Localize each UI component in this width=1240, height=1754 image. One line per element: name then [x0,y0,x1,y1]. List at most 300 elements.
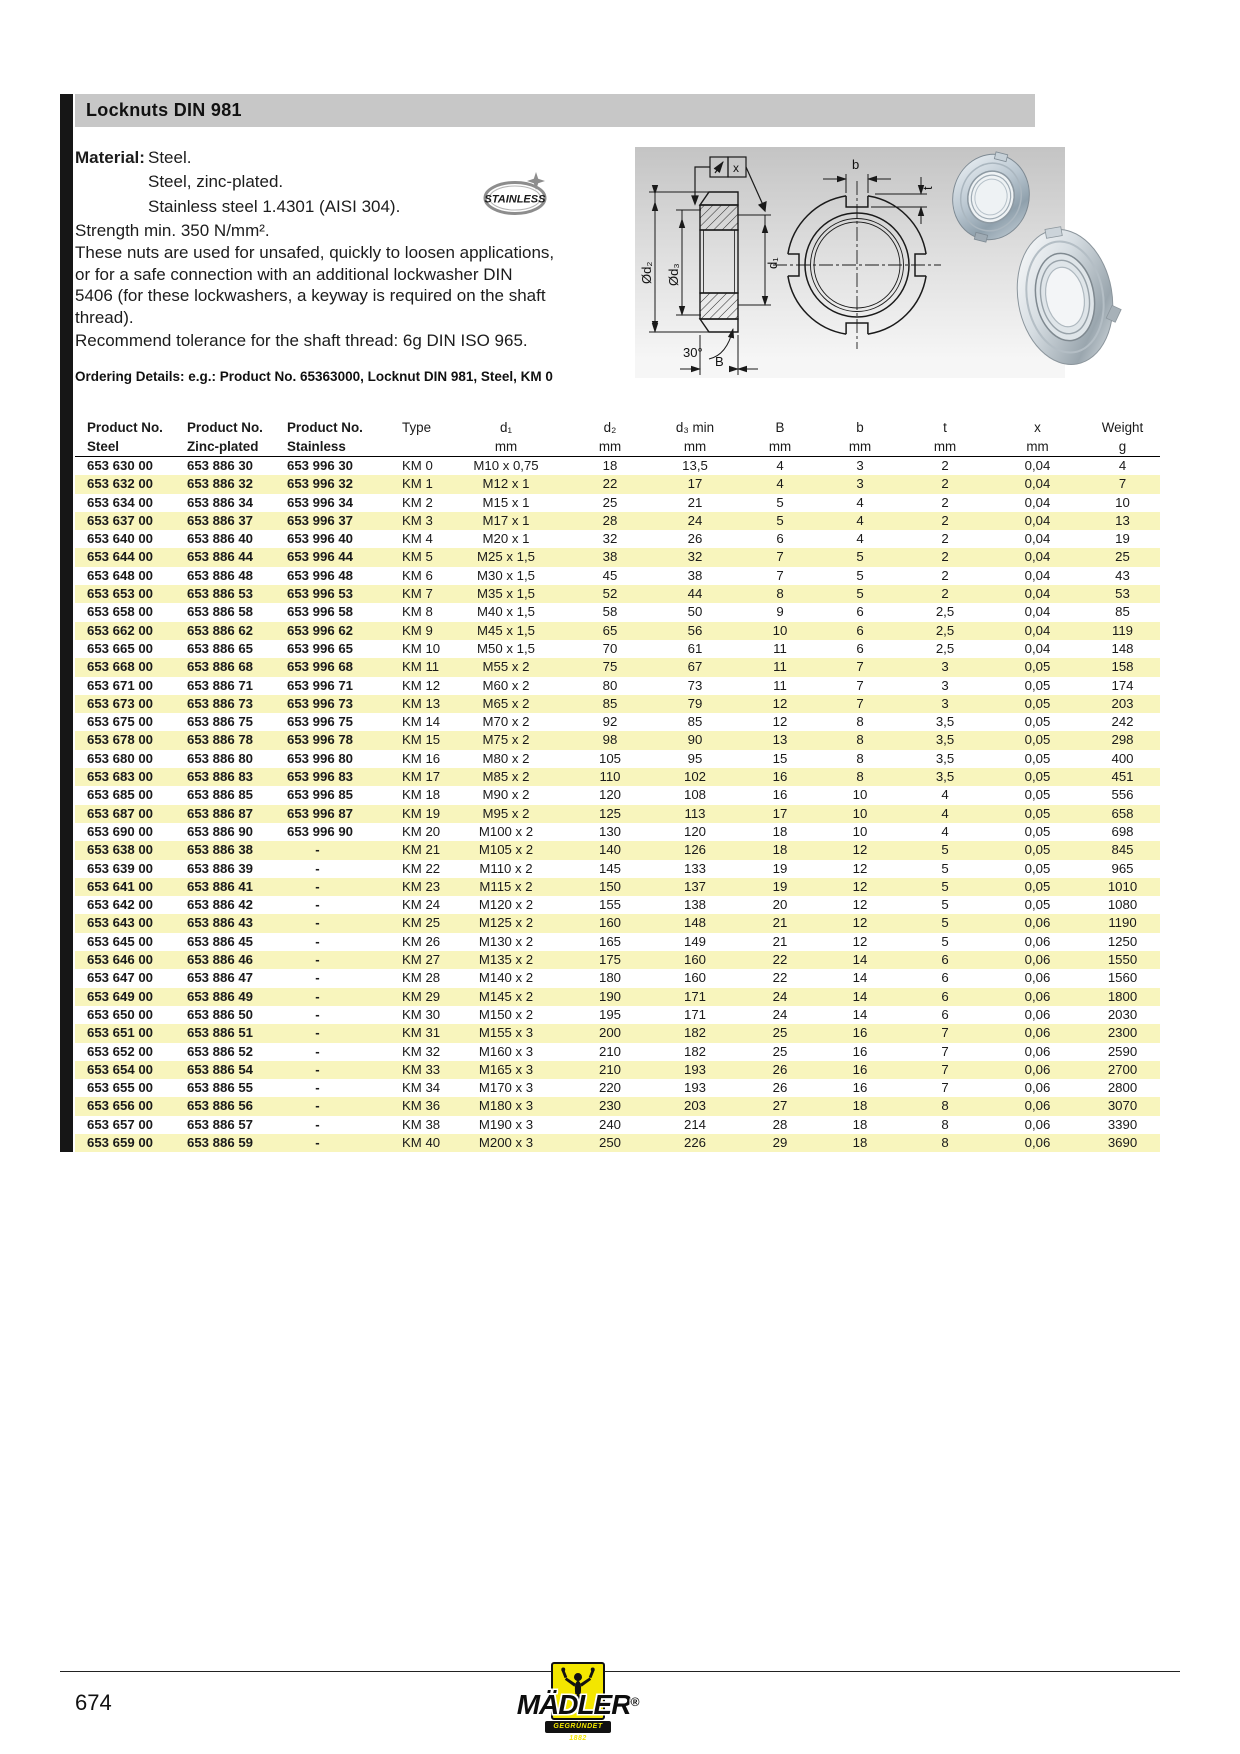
table-cell: 653 996 87 [275,805,360,823]
table-cell: - [315,1043,320,1059]
table-cell: M25 x 1,5 [442,548,570,566]
table-cell: 653 886 62 [175,622,275,640]
table-cell: 171 [683,1006,706,1022]
table-row [75,750,1160,768]
table-cell: 22 [772,970,788,986]
footer-rule [60,1671,1180,1672]
table-cell: 0,05 [990,658,1085,676]
table-cell: 14 [820,951,900,969]
table-cell: - [275,878,360,896]
column-header-unit: g [1085,437,1160,457]
table-cell: 653 656 00 [75,1097,175,1115]
table-row [75,530,1160,548]
table-cell: 3,5 [900,731,990,749]
label-t: t [920,186,935,190]
locknut-photo-large [1007,219,1130,372]
material-label: Material: [75,148,145,167]
table-row [75,878,1160,896]
table-cell: 0,04 [1024,567,1051,583]
section-header-bar [75,94,1035,127]
table-cell: - [315,860,320,876]
description-line: thread). [75,308,134,328]
table-cell: 2030 [1107,1006,1138,1022]
table-cell: 4 [820,512,900,530]
table-cell: 73 [687,677,703,693]
table-cell: 653 687 00 [75,805,175,823]
table-cell: 16 [852,1043,868,1059]
table-cell: 27 [740,1097,820,1115]
table-cell: 653 644 00 [75,548,175,566]
table-cell: 0,06 [990,1097,1085,1115]
table-cell: - [315,933,320,949]
table-cell: KM 4 [402,531,433,547]
table-cell: 653 650 00 [87,1006,154,1022]
table-cell: KM 9 [360,622,442,640]
table-cell: - [275,914,360,932]
table-cell: 0,06 [990,1061,1085,1079]
table-cell: 653 886 46 [175,951,275,969]
table-cell: M155 x 3 [442,1024,570,1042]
table-cell: 10 [740,622,820,640]
table-cell: 20 [772,897,788,913]
table-cell: 16 [740,768,820,786]
tolerance-line: Recommend tolerance for the shaft thread: 6g DIN ISO 965. [75,331,528,350]
table-cell: 220 [598,1080,621,1096]
table-cell: 126 [650,841,740,859]
table-row [75,677,1160,695]
table-cell: 653 886 50 [187,1006,254,1022]
table-cell: M55 x 2 [442,658,570,676]
table-cell: 5 [900,914,990,932]
table-cell: M190 x 3 [478,1116,534,1132]
table-cell: 653 996 48 [287,567,354,583]
table-cell: KM 29 [360,988,442,1006]
table-cell: 7 [900,1024,990,1042]
table-cell: 65 [570,622,650,640]
table-cell: 75 [570,658,650,676]
table-cell: 653 886 78 [175,731,275,749]
table-cell: 653 630 00 [87,458,154,473]
table-cell: 18 [820,1097,900,1115]
table-row [75,1061,1160,1079]
column-header: B [775,420,785,435]
table-cell: 653 638 00 [75,841,175,859]
table-cell: 1560 [1107,970,1138,986]
table-cell: 2,5 [935,604,955,620]
dimension-d3 [676,210,701,315]
table-cell: 44 [650,585,740,603]
table-cell: 0,04 [990,622,1085,640]
table-cell: 653 886 55 [187,1080,254,1096]
table-cell: 7 [820,658,900,676]
table-row [75,841,1160,859]
tolerance-frame [692,157,766,211]
table-cell: 4 [856,494,864,510]
table-row [75,713,1160,731]
label-B: B [715,354,724,369]
table-cell: M140 x 2 [478,970,534,986]
table-cell: 137 [650,878,740,896]
table-cell: 8 [856,714,864,730]
table-row [75,585,1160,603]
table-cell: - [315,897,320,913]
table-cell: 95 [687,750,703,766]
table-cell: 0,05 [990,878,1085,896]
table-cell: 2,5 [935,640,955,656]
table-cell: 145 [598,860,621,876]
table-cell: 0,05 [1024,860,1051,876]
table-cell: 226 [650,1134,740,1152]
table-cell: KM 17 [360,768,442,786]
table-cell: 16 [772,787,788,803]
table-cell: 102 [650,768,740,786]
table-cell: 214 [683,1116,706,1132]
table-cell: 6 [856,604,864,620]
table-cell: 29 [740,1134,820,1152]
table-cell: 6 [776,531,784,547]
table-cell: 14 [852,1006,868,1022]
table-cell: 85 [687,714,703,730]
page-number: 674 [75,1690,112,1715]
table-cell: 230 [570,1097,650,1115]
table-cell: 3,5 [900,768,990,786]
table-cell: KM 23 [360,878,442,896]
table-cell: 155 [598,897,621,913]
table-cell: 653 655 00 [87,1080,154,1096]
table-cell: 698 [1111,823,1134,839]
column-header-unit: mm [570,437,650,457]
table-cell: KM 11 [360,658,442,676]
table-head [75,418,1160,457]
column-header-unit: mm [650,437,740,457]
table-cell: KM 8 [402,604,433,620]
stainless-badge [483,170,549,220]
table-cell: 105 [598,750,621,766]
table-cell: 13,5 [682,458,708,473]
table-cell: 1800 [1085,988,1160,1006]
table-cell: M15 x 1 [482,494,530,510]
table-cell: M17 x 1 [442,512,570,530]
table-cell: 193 [683,1080,706,1096]
table-cell: 12 [852,897,868,913]
table-cell: 0,06 [1024,1006,1051,1022]
table-cell: 451 [1085,768,1160,786]
locknut-spec-table [75,418,1160,1152]
table-cell: M35 x 1,5 [442,585,570,603]
table-cell: 28 [772,1116,788,1132]
table-cell: 0,05 [990,841,1085,859]
table-cell: 0,06 [990,1134,1085,1152]
table-cell: M45 x 1,5 [442,622,570,640]
table-cell: 0,05 [990,768,1085,786]
table-cell: 6 [941,970,949,986]
table-cell: 5 [740,512,820,530]
table-cell: 653 996 58 [287,604,354,620]
label-d3: Ød₃ [666,263,681,286]
table-cell: 5 [776,494,784,510]
table-cell: KM 14 [402,714,441,730]
table-cell: 2 [941,567,949,583]
table-cell: 158 [1085,658,1160,676]
table-cell: 653 643 00 [75,914,175,932]
table-cell: 7 [900,1061,990,1079]
table-cell: 653 886 42 [187,897,254,913]
page-title: Locknuts DIN 981 [86,100,242,120]
table-cell: M90 x 2 [482,787,530,803]
centerlines [773,181,941,349]
table-cell: 240 [598,1116,621,1132]
table-cell: 2800 [1107,1080,1138,1096]
description-paragraph [75,242,554,329]
table-cell: 653 886 32 [175,475,275,493]
table-cell: 653 886 75 [187,714,254,730]
table-cell: 653 680 00 [87,750,154,766]
table-cell: 10 [820,805,900,823]
table-cell: 13 [740,731,820,749]
table-cell: M165 x 3 [442,1061,570,1079]
table-cell: 0,04 [990,512,1085,530]
table-cell: 21 [772,933,788,949]
table-cell: 13 [1085,512,1160,530]
table-cell: 22 [570,475,650,493]
dimension-t [871,177,927,224]
table-cell: 2 [900,548,990,566]
table-cell: 653 886 90 [187,823,254,839]
locknut-photo-small [943,144,1039,250]
table-cell: 0,06 [1024,970,1051,986]
table-cell: 845 [1085,841,1160,859]
table-cell: 653 886 47 [187,970,254,986]
table-cell: 12 [820,878,900,896]
table-cell: M50 x 1,5 [477,640,535,656]
table-cell: 6 [900,988,990,1006]
table-cell: 19 [772,860,788,876]
table-cell: 14 [852,970,868,986]
table-cell: 61 [687,640,703,656]
table-cell: 18 [772,823,788,839]
table-cell: 10 [852,823,868,839]
table-cell: 653 886 38 [175,841,275,859]
table-cell: 14 [820,988,900,1006]
table-cell: 965 [1111,860,1134,876]
table-cell: 130 [598,823,621,839]
label-d1: d₁ [765,257,780,269]
table-cell: 0,04 [1024,494,1051,510]
table-cell: 165 [598,933,621,949]
table-cell: 0,06 [990,951,1085,969]
table-cell: 653 645 00 [87,933,154,949]
table-cell: 653 690 00 [87,823,154,839]
table-cell: 3 [900,695,990,713]
table-cell: 653 886 56 [175,1097,275,1115]
table-cell: 210 [598,1043,621,1059]
table-cell: 19 [740,878,820,896]
table-cell: 38 [570,548,650,566]
table-cell: 113 [650,805,740,823]
description-line: or for a safe connection with an additional lockwasher DIN [75,264,513,284]
table-cell: 0,04 [990,585,1085,603]
table-cell: 653 996 83 [275,768,360,786]
table-cell: KM 16 [402,750,441,766]
table-cell: 0,05 [1024,897,1051,913]
material-line-1: Steel. [148,148,192,167]
table-cell: 653 886 51 [175,1024,275,1042]
table-cell: 4 [941,787,949,803]
table-cell: 175 [570,951,650,969]
table-cell: 0,04 [990,548,1085,566]
table-row [75,475,1160,493]
table-cell: 12 [740,695,820,713]
table-cell: KM 0 [402,458,433,473]
table-cell: 12 [772,714,788,730]
table-cell: 10 [852,787,868,803]
ordering-details-line: Ordering Details: e.g.: Product No. 65363000, Locknut DIN 981, Steel, KM 0 [75,369,553,384]
table-cell: KM 36 [360,1097,442,1115]
table-cell: 653 642 00 [87,897,154,913]
stainless-logo-icon [483,170,549,220]
table-cell: 653 662 00 [75,622,175,640]
table-cell: 5 [900,841,990,859]
label-b: b [852,157,860,172]
table-cell: 24 [740,988,820,1006]
table-cell: 3 [856,458,864,473]
table-cell: 17 [650,475,740,493]
table-cell: 32 [602,531,618,547]
registered-mark: ® [630,1695,640,1709]
table-cell: 182 [650,1024,740,1042]
table-cell: KM 13 [360,695,442,713]
table-cell: 653 657 00 [87,1116,154,1132]
table-cell: 25 [602,494,618,510]
table-cell: 5 [900,878,990,896]
table-cell: 4 [856,531,864,547]
table-cell: KM 26 [402,933,441,949]
table-cell: 10 [1115,494,1130,510]
table-cell: 0,06 [1024,933,1051,949]
table-cell: 653 648 00 [87,567,154,583]
table-cell: 653 886 49 [175,988,275,1006]
table-cell: 50 [687,604,703,620]
table-cell: 16 [852,1080,868,1096]
table-cell: 653 886 45 [187,933,254,949]
table-cell: 2 [900,512,990,530]
table-cell: 4 [776,458,784,473]
table-cell: 7 [776,567,784,583]
madler-logo-banner: GEGRÜNDET 1882 [545,1721,611,1733]
table-cell: - [275,988,360,1006]
table-row [75,1006,1160,1024]
table-cell: 653 886 30 [187,458,254,473]
table-cell: 653 996 34 [287,494,354,510]
table-cell: KM 25 [360,914,442,932]
column-header: Weight [1101,420,1144,435]
table-cell: 85 [1115,604,1130,620]
description-line: 5406 (for these lockwashers, a keyway is required on the shaft [75,286,546,306]
table-cell: 653 639 00 [87,860,154,876]
table-cell: 193 [650,1061,740,1079]
table-cell: 0,05 [990,805,1085,823]
table-row [75,457,1160,476]
table-cell: 0,05 [1024,677,1051,693]
table-cell: 0,05 [1024,714,1051,730]
table-cell: 2300 [1085,1024,1160,1042]
table-cell: M80 x 2 [482,750,530,766]
table-cell: 653 996 65 [287,640,354,656]
table-cell: KM 28 [402,970,441,986]
table-cell: 653 996 75 [287,714,354,730]
table-cell: 110 [570,768,650,786]
table-cell: 7 [856,677,864,693]
table-cell: 653 996 53 [275,585,360,603]
table-cell: 6 [900,951,990,969]
table-cell: M12 x 1 [442,475,570,493]
table-cell: 8 [856,750,864,766]
table-cell: 22 [740,951,820,969]
material-line-2: Steel, zinc-plated. [148,172,284,192]
table-cell: 1250 [1107,933,1138,949]
column-header-unit: Steel [75,437,175,457]
table-cell: M150 x 2 [478,1006,534,1022]
table-cell: 120 [683,823,706,839]
table-cell: 7 [941,1080,949,1096]
table-cell: KM 27 [360,951,442,969]
table-cell: 180 [598,970,621,986]
table-cell: 653 886 43 [175,914,275,932]
table-cell: M100 x 2 [478,823,534,839]
table-cell: - [315,1116,320,1132]
table-cell: - [315,1006,320,1022]
table-cell: 195 [598,1006,621,1022]
material-line-3: Stainless steel 1.4301 (AISI 304). [148,196,401,216]
table-cell: 0,05 [990,731,1085,749]
table-cell: M30 x 1,5 [477,567,535,583]
table-cell: KM 30 [402,1006,441,1022]
table-cell: 8 [820,768,900,786]
table-cell: 56 [650,622,740,640]
table-cell: 25 [1085,548,1160,566]
svg-text:STAINLESS: STAINLESS [484,193,546,206]
table-cell: 2590 [1107,1043,1138,1059]
table-row [75,567,1160,585]
table-cell: 0,05 [1024,787,1051,803]
table-cell: 653 646 00 [75,951,175,969]
table-cell: 0,06 [990,1024,1085,1042]
table-row [75,860,1160,878]
label-angle: 30° [683,345,703,360]
table-cell: 32 [650,548,740,566]
column-header-unit: Stainless [275,437,360,457]
table-cell: 3690 [1085,1134,1160,1152]
table-cell: 174 [1111,677,1134,693]
column-header-unit: mm [442,437,570,457]
table-row [75,896,1160,914]
table-cell: - [315,970,320,986]
column-header: x [1034,420,1041,435]
table-cell: 5 [941,897,949,913]
table-cell: 2 [941,531,949,547]
table-cell: KM 22 [402,860,441,876]
table-cell: 8 [740,585,820,603]
table-cell: M125 x 2 [442,914,570,932]
table-cell: 6 [941,1006,949,1022]
table-cell: KM 38 [402,1116,441,1132]
table-cell: 18 [820,1134,900,1152]
table-cell: 85 [570,695,650,713]
table-cell: 1550 [1085,951,1160,969]
table-cell: 24 [650,512,740,530]
table-cell: 653 886 53 [175,585,275,603]
table-cell: 653 886 48 [187,567,254,583]
